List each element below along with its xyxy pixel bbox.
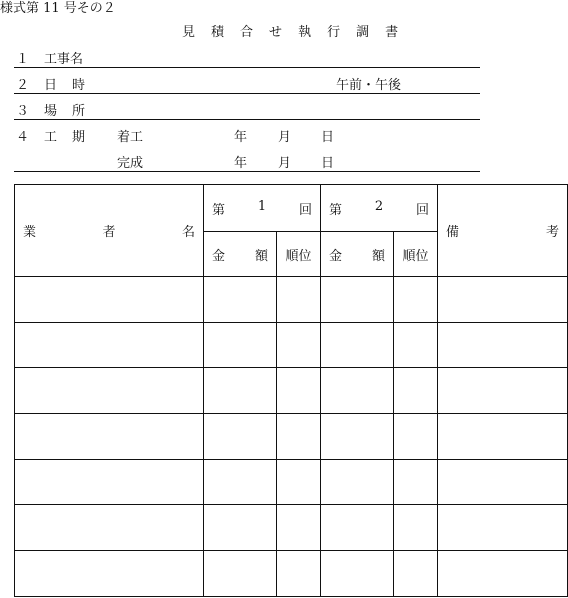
datetime-label-a: 日 xyxy=(44,78,58,93)
round-1-rank-cell[interactable] xyxy=(277,368,321,414)
round-2-rank-header: 順位 xyxy=(394,232,438,277)
datetime-line[interactable] xyxy=(14,93,480,94)
header-char: 名 xyxy=(181,225,195,240)
place-label-b: 所 xyxy=(72,104,86,119)
title-char: せ xyxy=(269,25,283,40)
header-char: 額 xyxy=(371,248,385,264)
datetime-label-b: 時 xyxy=(72,78,86,93)
remarks-cell[interactable] xyxy=(438,414,568,460)
field-number-period: ４ xyxy=(16,130,30,145)
period-line[interactable] xyxy=(14,171,480,172)
round-1-amount-cell[interactable] xyxy=(204,322,277,368)
header-char: 金 xyxy=(212,248,226,264)
finish-label: 完成 xyxy=(117,156,144,171)
vendor-name-cell[interactable] xyxy=(15,414,204,460)
round-1-amount-cell[interactable] xyxy=(204,368,277,414)
header-char: 考 xyxy=(545,225,559,240)
header-char: 2 xyxy=(374,198,384,214)
remarks-cell[interactable] xyxy=(438,459,568,505)
header-char: 者 xyxy=(102,225,116,240)
round-1-rank-cell[interactable] xyxy=(277,459,321,505)
remarks-header xyxy=(438,185,568,277)
period-label-b: 期 xyxy=(72,130,86,145)
round-2-amount-cell[interactable] xyxy=(321,277,394,323)
header-char: 業 xyxy=(23,225,37,240)
header-char: 回 xyxy=(415,202,429,218)
construction-name-line[interactable] xyxy=(14,67,480,68)
round-1-rank-cell[interactable] xyxy=(277,277,321,323)
round-2-rank-cell[interactable] xyxy=(394,368,438,414)
place-label-a: 場 xyxy=(44,104,58,119)
round-2-rank-cell[interactable] xyxy=(394,277,438,323)
remarks-cell[interactable] xyxy=(438,505,568,551)
start-day-label: 日 xyxy=(321,130,335,145)
document-title xyxy=(182,26,414,39)
title-char: 合 xyxy=(240,25,254,40)
table-row xyxy=(15,414,568,460)
round-2-amount-cell[interactable] xyxy=(321,505,394,551)
header-row-top xyxy=(15,185,568,232)
round-2-header xyxy=(321,185,438,232)
vendor-name-cell[interactable] xyxy=(15,322,204,368)
table-row xyxy=(15,277,568,323)
start-month-label: 月 xyxy=(278,130,292,145)
vendor-name-header xyxy=(15,185,204,277)
round-2-amount-cell[interactable] xyxy=(321,368,394,414)
header-char: 第 xyxy=(212,202,226,218)
place-line[interactable] xyxy=(14,119,480,120)
finish-year-label: 年 xyxy=(234,156,248,171)
round-2-rank-cell[interactable] xyxy=(394,505,438,551)
title-char: 積 xyxy=(211,25,225,40)
field-number-datetime: ２ xyxy=(16,78,30,93)
start-year-label: 年 xyxy=(234,130,248,145)
header-char: 1 xyxy=(257,198,267,214)
title-char: 調 xyxy=(356,25,370,40)
round-1-amount-cell[interactable] xyxy=(204,505,277,551)
construction-name-label: 工事名 xyxy=(44,52,84,67)
round-2-amount-cell[interactable] xyxy=(321,551,394,597)
title-char: 行 xyxy=(327,25,341,40)
round-1-amount-header xyxy=(204,232,277,277)
table-row xyxy=(15,505,568,551)
remarks-cell[interactable] xyxy=(438,322,568,368)
round-2-rank-cell[interactable] xyxy=(394,322,438,368)
round-1-rank-cell[interactable] xyxy=(277,414,321,460)
header-char: 額 xyxy=(254,248,268,264)
header-char: 第 xyxy=(329,202,343,218)
round-1-rank-cell[interactable] xyxy=(277,322,321,368)
table-row xyxy=(15,551,568,597)
title-char: 見 xyxy=(182,25,196,40)
round-2-amount-cell[interactable] xyxy=(321,322,394,368)
table-body xyxy=(15,185,568,597)
finish-month-label: 月 xyxy=(278,156,292,171)
title-char: 書 xyxy=(385,25,399,40)
start-label: 着工 xyxy=(117,130,144,145)
finish-day-label: 日 xyxy=(321,156,335,171)
header-char: 備 xyxy=(446,225,460,240)
vendor-name-cell[interactable] xyxy=(15,368,204,414)
round-1-header xyxy=(204,185,321,232)
table-row xyxy=(15,459,568,505)
am-pm-label: 午前・午後 xyxy=(336,78,402,93)
vendor-name-cell[interactable] xyxy=(15,459,204,505)
round-2-rank-cell[interactable] xyxy=(394,459,438,505)
round-1-amount-cell[interactable] xyxy=(204,414,277,460)
round-2-amount-cell[interactable] xyxy=(321,414,394,460)
round-2-rank-cell[interactable] xyxy=(394,551,438,597)
header-char: 回 xyxy=(298,202,312,218)
period-label-a: 工 xyxy=(44,130,58,145)
remarks-cell[interactable] xyxy=(438,277,568,323)
field-number-place: ３ xyxy=(16,104,30,119)
round-2-rank-cell[interactable] xyxy=(394,414,438,460)
bid-results-table xyxy=(14,184,568,597)
field-number-construction: １ xyxy=(16,52,30,67)
vendor-name-cell[interactable] xyxy=(15,505,204,551)
title-char: 執 xyxy=(298,25,312,40)
round-1-rank-cell[interactable] xyxy=(277,505,321,551)
form-number: 様式第 11 号その２ xyxy=(0,1,116,16)
remarks-cell[interactable] xyxy=(438,368,568,414)
table-row xyxy=(15,368,568,414)
remarks-cell[interactable] xyxy=(438,551,568,597)
round-2-amount-cell[interactable] xyxy=(321,459,394,505)
round-2-amount-header xyxy=(321,232,394,277)
table-row xyxy=(15,322,568,368)
round-1-amount-cell[interactable] xyxy=(204,277,277,323)
vendor-name-cell[interactable] xyxy=(15,277,204,323)
round-1-rank-cell[interactable] xyxy=(277,551,321,597)
header-char: 金 xyxy=(329,248,343,264)
round-1-amount-cell[interactable] xyxy=(204,459,277,505)
vendor-name-cell[interactable] xyxy=(15,551,204,597)
round-1-rank-header: 順位 xyxy=(277,232,321,277)
round-1-amount-cell[interactable] xyxy=(204,551,277,597)
